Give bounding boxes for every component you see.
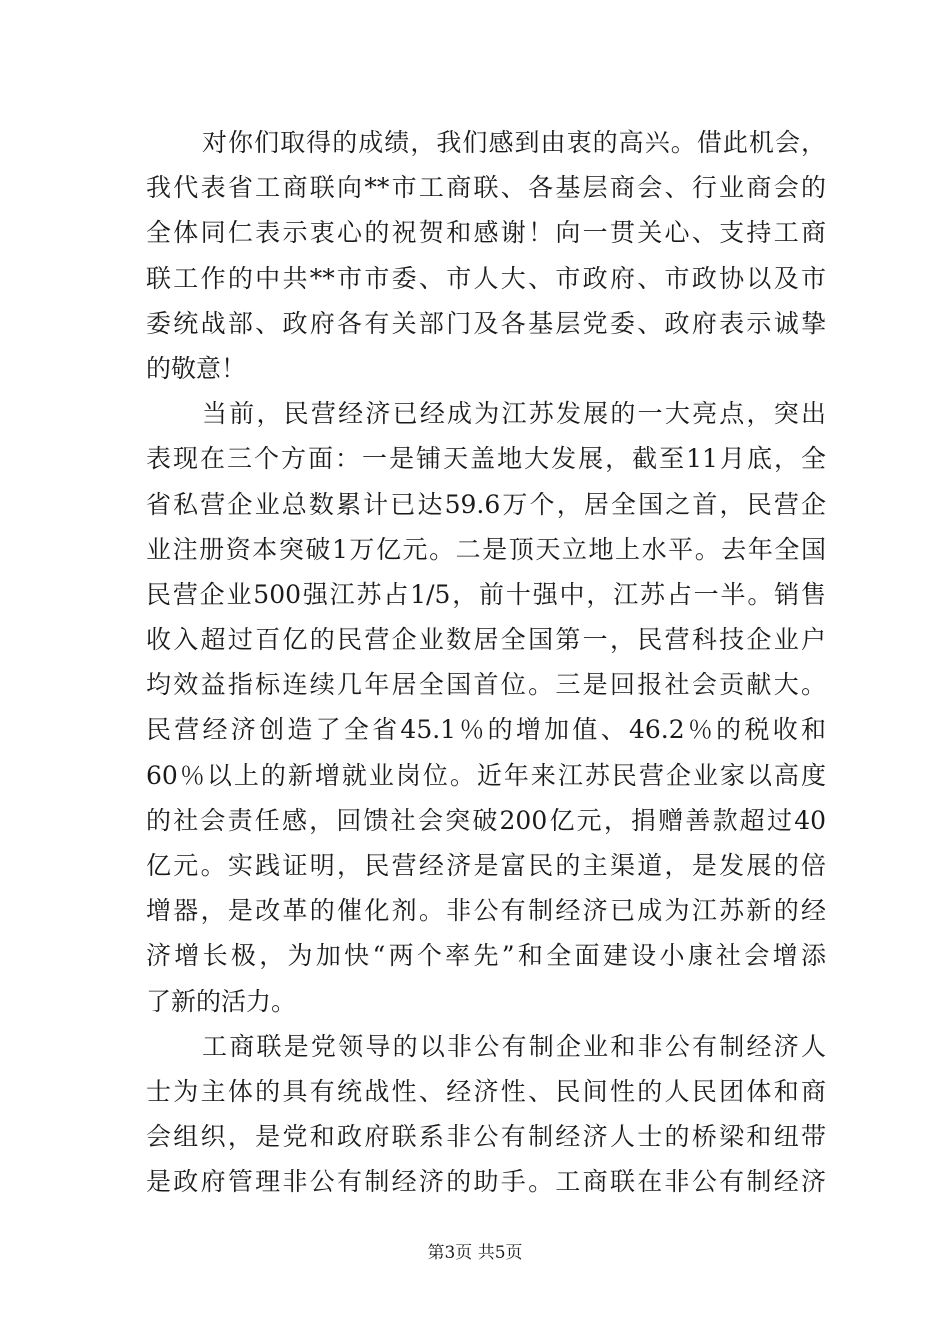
text-line: 业注册资本突破1万亿元。二是顶天立地上水平。去年全国	[146, 534, 826, 564]
paragraph-2	[146, 391, 826, 1024]
text-line: 会组织，是党和政府联系非公有制经济人士的桥梁和纽带	[146, 1122, 826, 1152]
text-line: 士为主体的具有统战性、经济性、民间性的人民团体和商	[146, 1076, 826, 1106]
text-line: 的社会责任感，回馈社会突破200亿元，捐赠善款超过40	[146, 805, 826, 835]
text-line: 亿元。实践证明，民营经济是富民的主渠道，是发展的倍	[146, 851, 826, 880]
text-line: 民营经济创造了全省45.1％的增加值、46.2％的税收和	[146, 715, 826, 745]
text-line: 均效益指标连续几年居全国首位。三是回报社会贡献大。	[146, 670, 826, 700]
text-line: 联工作的中共**市市委、市人大、市政府、市政协以及市	[146, 263, 826, 293]
text-line: 全体同仁表示衷心的祝贺和感谢！向一贯关心、支持工商	[146, 218, 826, 248]
text-line: 增器，是改革的催化剂。非公有制经济已成为江苏新的经	[146, 896, 826, 926]
page-number-footer: 第3页 共5页	[427, 1243, 523, 1263]
text-line: 60％以上的新增就业岗位。近年来江苏民营企业家以高度	[146, 760, 826, 790]
paragraph-3	[146, 1024, 826, 1205]
text-line: 济增长极，为加快“两个率先”和全面建设小康社会增添	[146, 941, 826, 971]
paragraph-1	[146, 120, 826, 391]
text-line: 民营企业500强江苏占1/5，前十强中，江苏占一半。销售	[146, 579, 826, 609]
text-line: 表现在三个方面：一是铺天盖地大发展，截至11月底，全	[146, 444, 826, 474]
text-line: 委统战部、政府各有关部门及各基层党委、政府表示诚挚	[146, 308, 826, 338]
text-line: 我代表省工商联向**市工商联、各基层商会、行业商会的	[146, 173, 826, 203]
body-text	[146, 120, 826, 1205]
text-line: 省私营企业总数累计已达59.6万个，居全国之首，民营企	[146, 489, 826, 519]
text-line: 对你们取得的成绩，我们感到由衷的高兴。借此机会，	[202, 128, 826, 157]
text-line: 的敬意！	[146, 353, 247, 383]
text-line: 收入超过百亿的民营企业数居全国第一，民营科技企业户	[146, 625, 826, 655]
text-line: 工商联是党领导的以非公有制企业和非公有制经济人	[202, 1031, 826, 1061]
text-line: 是政府管理非公有制经济的助手。工商联在非公有制经济	[146, 1167, 826, 1197]
text-line: 了新的活力。	[146, 986, 297, 1016]
text-line: 当前，民营经济已经成为江苏发展的一大亮点，突出	[202, 399, 826, 429]
